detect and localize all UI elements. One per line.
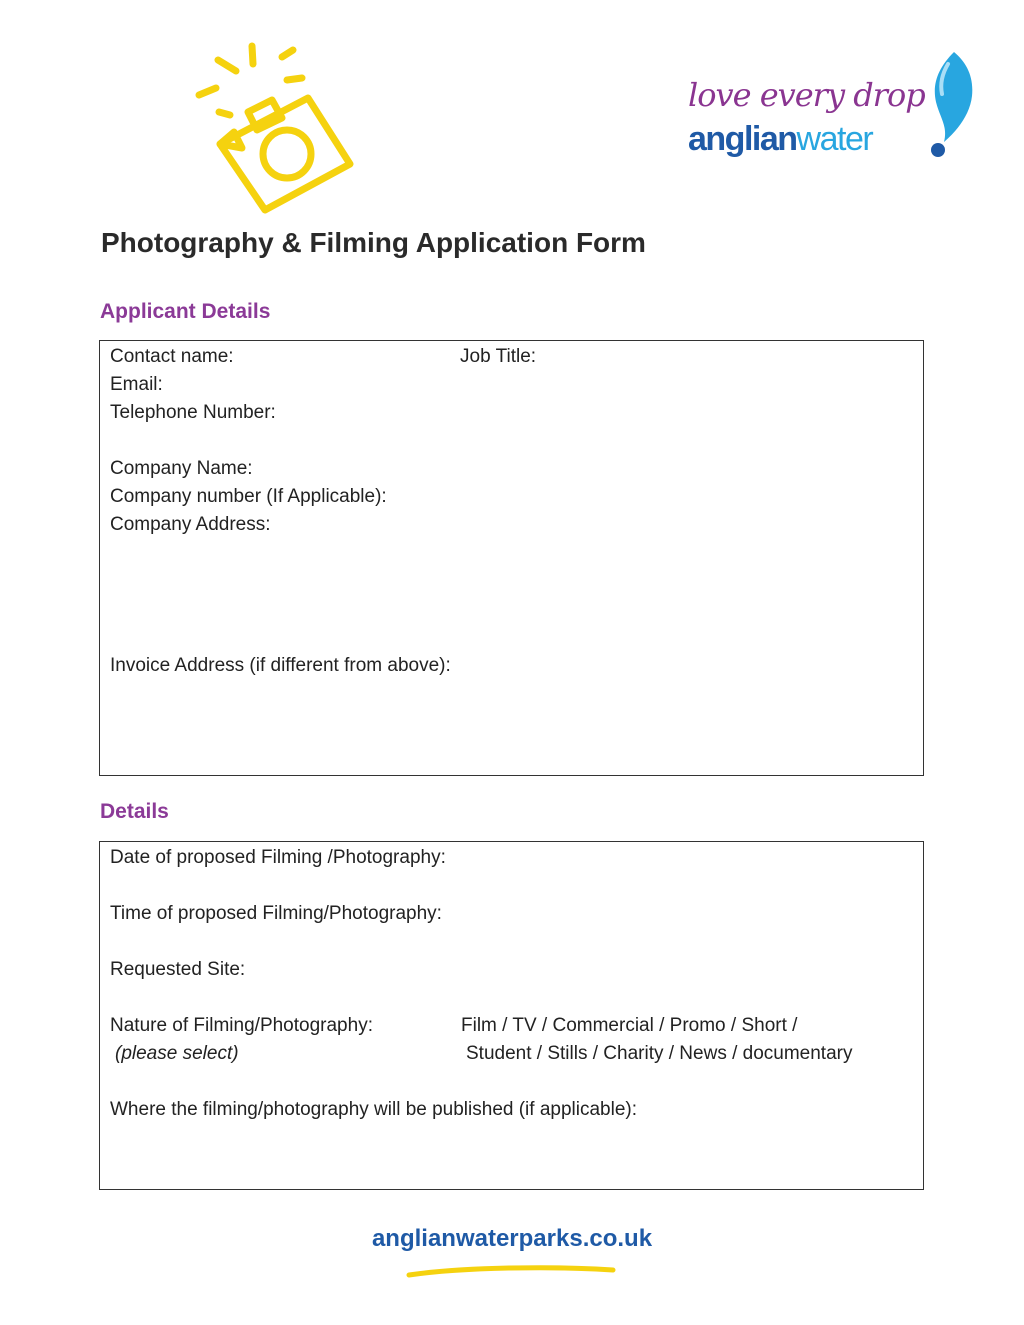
brand-tagline: love every drop xyxy=(688,76,925,114)
water-drop-icon xyxy=(918,50,978,160)
applicant-details-heading: Applicant Details xyxy=(100,300,271,323)
date-label: Date of proposed Filming /Photography: xyxy=(110,847,446,868)
nature-label: Nature of Filming/Photography: xyxy=(110,1015,373,1036)
details-box xyxy=(99,841,924,1190)
email-label: Email: xyxy=(110,374,163,395)
brand-name-part1: anglian xyxy=(688,120,797,158)
telephone-label: Telephone Number: xyxy=(110,402,276,423)
website-link[interactable]: anglianwaterparks.co.uk xyxy=(371,1225,653,1252)
company-name-label: Company Name: xyxy=(110,458,253,479)
camera-icon xyxy=(190,40,365,220)
invoice-address-label: Invoice Address (if different from above): xyxy=(110,655,451,676)
nature-options-line2: Student / Stills / Charity / News / documentary xyxy=(466,1043,853,1064)
requested-site-label: Requested Site: xyxy=(110,959,246,980)
form-title: Photography & Filming Application Form xyxy=(101,227,646,258)
time-label: Time of proposed Filming/Photography: xyxy=(110,903,442,924)
details-heading: Details xyxy=(100,800,169,823)
publication-label: Where the filming/photography will be published (if applicable): xyxy=(110,1099,638,1120)
contact-name-label: Contact name: xyxy=(110,346,234,367)
nature-options-line1: Film / TV / Commercial / Promo / Short / xyxy=(461,1015,798,1036)
underline-swoosh-icon xyxy=(405,1262,617,1280)
nature-hint: (please select) xyxy=(115,1043,239,1064)
brand-name xyxy=(688,120,872,159)
anglian-water-logo xyxy=(684,50,984,170)
applicant-details-box xyxy=(99,340,924,776)
company-address-label: Company Address: xyxy=(110,514,271,535)
brand-name-part2: water xyxy=(796,120,873,158)
company-number-label: Company number (If Applicable): xyxy=(110,486,387,507)
job-title-label: Job Title: xyxy=(460,346,537,367)
